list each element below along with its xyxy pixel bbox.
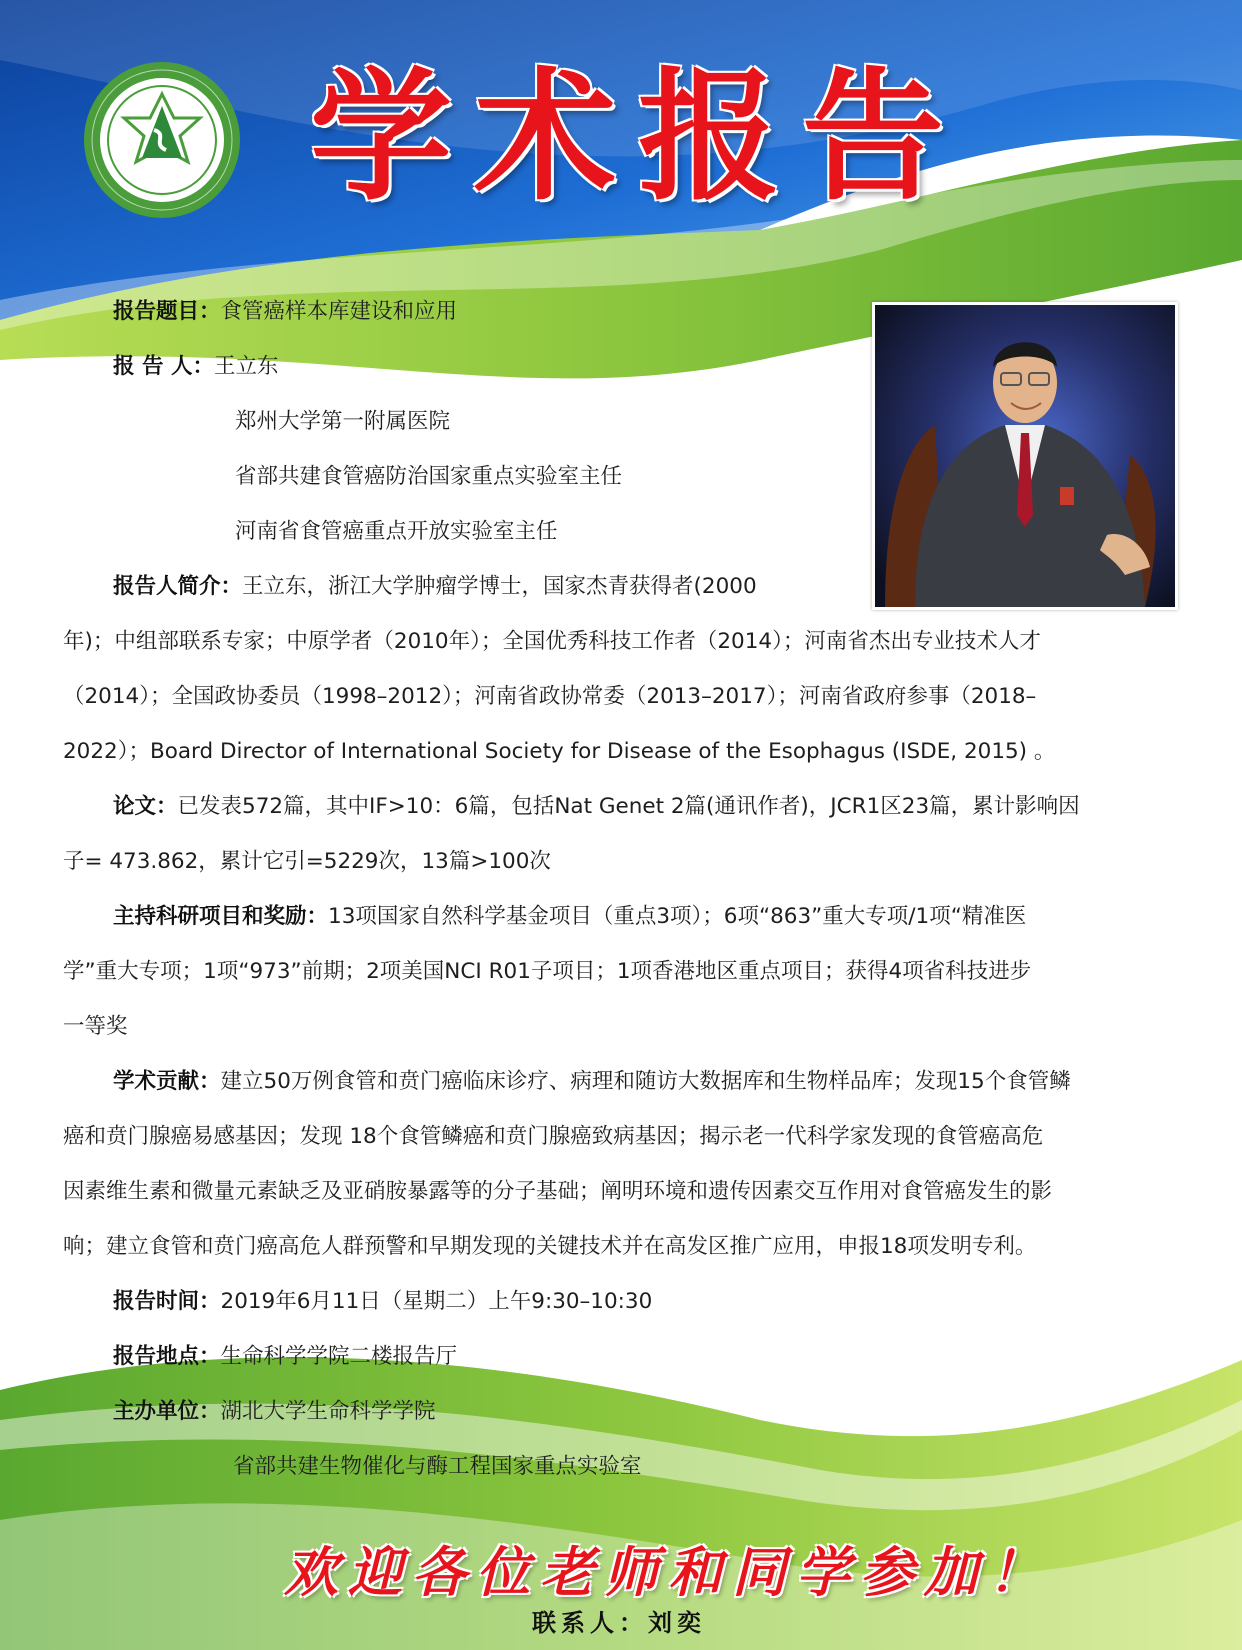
time-label: 报告时间： <box>113 1289 221 1314</box>
lab-logo <box>82 60 242 220</box>
bio-row <box>113 571 757 603</box>
speaker-photo <box>872 302 1178 610</box>
papers-line: 已发表572篇，其中IF>10：6篇，包括Nat Genet 2篇(通讯作者)，JCR1区23篇，累计影响因 <box>177 794 1080 819</box>
papers-line: 子= 473.862，累计它引=5229次，13篇>100次 <box>63 849 551 874</box>
host-text: 湖北大学生命科学学院 <box>220 1399 436 1424</box>
welcome-text: 欢迎各位老师和同学参加！ <box>284 1540 1052 1604</box>
time-row <box>113 1286 652 1318</box>
contrib-line: 癌和贲门腺癌易感基因；发现 18个食管鳞癌和贲门腺癌致病基因；揭示老一代科学家发现的食管癌高危 <box>63 1124 1044 1149</box>
contrib-line: 响；建立食管和贲门癌高危人群预警和早期发现的关键技术并在高发区推广应用，申报18项发明专利。 <box>63 1234 1037 1259</box>
topic-label: 报告题目： <box>113 299 221 324</box>
contact-text: 联系人：刘奕 <box>532 1608 706 1637</box>
host-label: 主办单位： <box>113 1399 221 1424</box>
contrib-line: 建立50万例食管和贲门癌临床诊疗、病理和随访大数据库和生物样品库；发现15个食管鳞 <box>220 1069 1071 1094</box>
place-text: 生命科学学院二楼报告厅 <box>220 1344 458 1369</box>
bio-line: （2014）；全国政协委员（1998–2012）；河南省政协常委（2013–2017）；河南省政府参事（2018– <box>63 684 1037 709</box>
speaker-label: 报 告 人： <box>113 354 214 379</box>
poster-title: 学术报告 <box>310 54 966 220</box>
host-row <box>113 1396 436 1428</box>
papers-row <box>113 791 1080 823</box>
affiliation-line: 郑州大学第一附属医院 <box>235 409 451 434</box>
bio-label: 报告人简介： <box>113 574 243 599</box>
topic-text: 食管癌样本库建设和应用 <box>220 299 458 324</box>
contrib-row <box>113 1066 1071 1098</box>
bio-line: 年)；中组部联系专家；中原学者（2010年）；全国优秀科技工作者（2014）；河南省杰出专业技术人才 <box>63 629 1041 654</box>
speaker-name: 王立东 <box>213 354 279 379</box>
affiliation-line: 省部共建食管癌防治国家重点实验室主任 <box>235 464 623 489</box>
projects-label: 主持科研项目和奖励： <box>113 904 329 929</box>
speaker-row <box>113 351 279 383</box>
projects-row <box>113 901 1026 933</box>
contrib-line: 因素维生素和微量元素缺乏及亚硝胺暴露等的分子基础；阐明环境和遗传因素交互作用对食管癌发生的影 <box>63 1179 1053 1204</box>
projects-line: 13项国家自然科学基金项目（重点3项）；6项“863”重大专项/1项“精准医 <box>328 904 1027 929</box>
bio-line: 王立东，浙江大学肿瘤学博士，国家杰青获得者(2000 <box>242 574 757 599</box>
papers-label: 论文： <box>113 794 178 819</box>
affiliation-line: 河南省食管癌重点开放实验室主任 <box>235 519 558 544</box>
topic-row <box>113 296 457 328</box>
contrib-label: 学术贡献： <box>113 1069 221 1094</box>
place-label: 报告地点： <box>113 1344 221 1369</box>
host-line: 省部共建生物催化与酶工程国家重点实验室 <box>233 1454 642 1479</box>
projects-line: 学”重大专项；1项“973”前期；2项美国NCI R01子项目；1项香港地区重点项目；获得4项省科技进步 <box>63 959 1032 984</box>
time-text: 2019年6月11日（星期二）上午9:30–10:30 <box>220 1289 653 1314</box>
bio-line: 2022）；Board Director of International Society for Disease of the Esophagus (ISDE, 2015) 。 <box>63 739 1056 764</box>
place-row <box>113 1341 457 1373</box>
projects-line: 一等奖 <box>63 1014 128 1039</box>
